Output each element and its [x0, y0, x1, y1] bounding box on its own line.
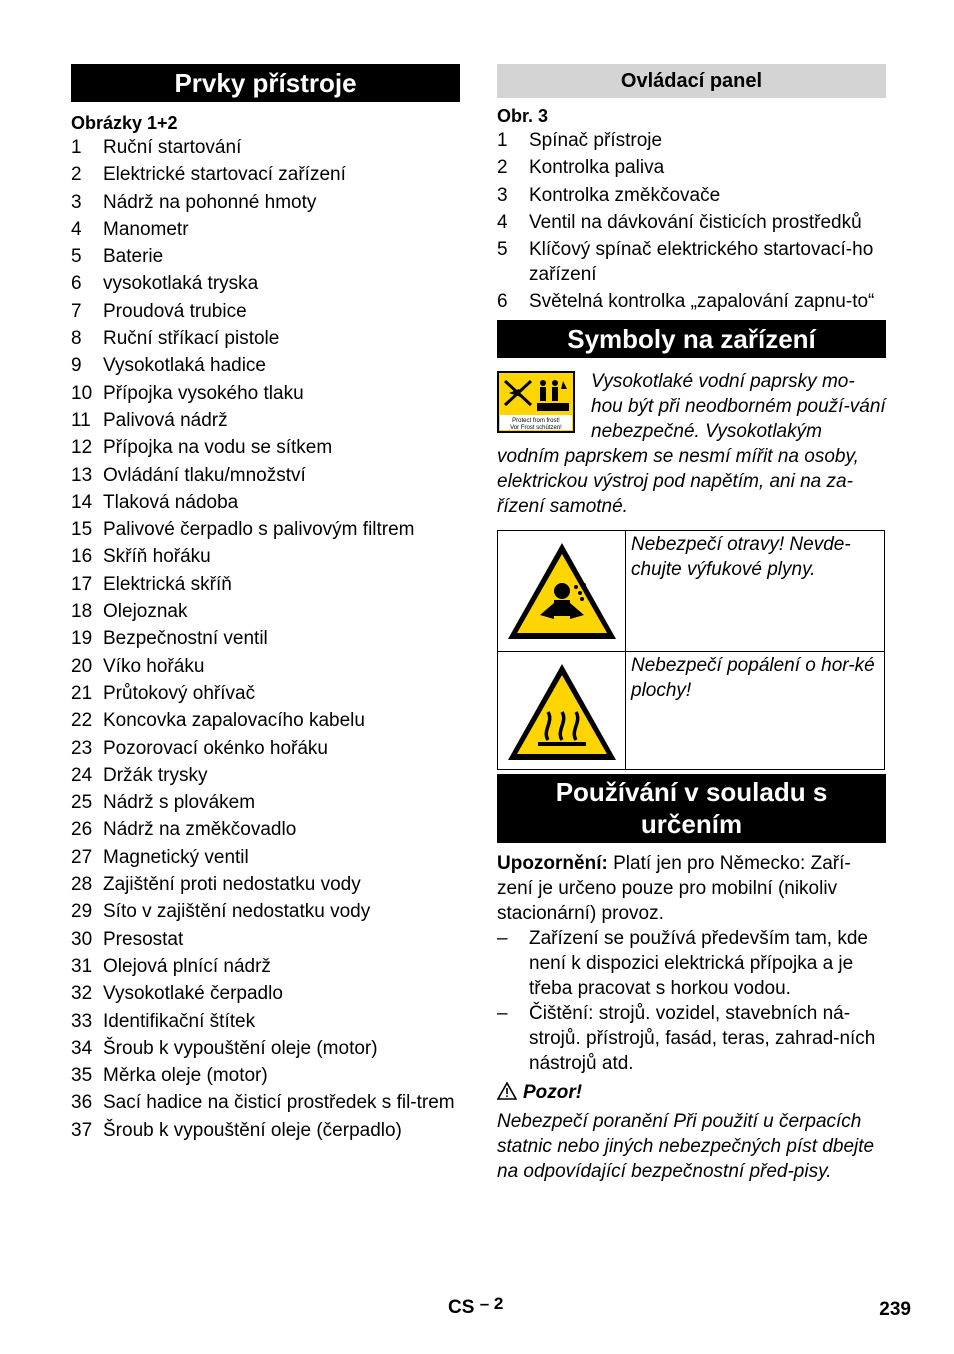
list-item — [71, 1090, 460, 1115]
list-item-number: 11 — [71, 409, 91, 431]
list-item-number: 36 — [71, 1092, 93, 1114]
list-item — [71, 490, 460, 515]
list-item-number: 2 — [497, 157, 508, 179]
list-item-number: 1 — [71, 137, 82, 158]
list-item-text: Vysokotlaká hadice — [103, 355, 267, 377]
section-heading-control-panel: Ovládací panel — [497, 64, 886, 98]
list-item-text: Přípojka vysokého tlaku — [103, 382, 304, 404]
section-heading-parts: Prvky přístroje — [71, 64, 460, 102]
caution-label: Pozor! — [523, 1082, 583, 1104]
warning-symbols-table — [497, 530, 885, 770]
list-item — [71, 326, 460, 351]
list-item-text: Manometr — [103, 218, 189, 240]
list-item-text: Palivová nádrž — [103, 409, 228, 431]
list-item — [71, 217, 460, 242]
list-item-number: 26 — [71, 819, 93, 841]
list-item-number: 28 — [71, 874, 93, 896]
list-item — [71, 299, 460, 324]
list-item — [497, 155, 886, 180]
list-item-text: Olejová plnící nádrž — [103, 955, 271, 977]
footer-section-page: – 2 — [479, 1294, 504, 1313]
list-item — [497, 210, 886, 235]
notice-paragraph — [497, 851, 886, 926]
figure-reference: Obr. 3 — [497, 106, 549, 126]
toxic-gas-warning-icon — [504, 539, 620, 643]
list-item — [71, 1036, 460, 1061]
list-item-text: Magnetický ventil — [103, 846, 249, 868]
list-item — [71, 954, 460, 979]
list-item-number: 1 — [497, 130, 508, 151]
list-item — [71, 599, 460, 624]
list-item-number: 6 — [71, 273, 82, 295]
list-item-text: Ventil na dávkování čisticích prostředků — [529, 211, 862, 233]
list-item — [71, 845, 460, 870]
list-item-text: Nádrž na pohonné hmoty — [103, 191, 317, 213]
list-item-number: 15 — [71, 519, 93, 541]
list-item-number: 24 — [71, 764, 93, 786]
warning-text-poison: Nebezpečí otravy! Nevde-chujte výfukové plyny. — [626, 531, 885, 652]
list-item-text: Spínač přístroje — [529, 130, 663, 151]
footer-language: CS – 2 — [448, 1294, 504, 1318]
list-item-text: Baterie — [103, 246, 164, 268]
list-item-number: 16 — [71, 546, 93, 568]
list-item — [71, 190, 460, 215]
list-item-text: Zajištění proti nedostatku vody — [103, 874, 361, 896]
list-item-text: Šroub k vypouštění oleje (čerpadlo) — [103, 1119, 402, 1141]
list-item-text: Palivové čerpadlo s palivovým filtrem — [103, 519, 415, 541]
list-item — [497, 183, 886, 208]
list-item-text: Vysokotlaké čerpadlo — [103, 983, 283, 1005]
list-item — [71, 681, 460, 706]
list-item — [71, 927, 460, 952]
list-item-text: Držák trysky — [103, 764, 208, 786]
list-item — [71, 736, 460, 761]
list-item-text: Klíčový spínač elektrického startovací-ho zařízení — [529, 239, 874, 286]
list-item — [497, 289, 886, 314]
list-item-text: Kontrolka paliva — [529, 157, 665, 179]
list-item-text: Elektrické startovací zařízení — [103, 164, 346, 186]
list-item-number: 3 — [497, 184, 508, 206]
list-item — [71, 790, 460, 815]
left-column — [71, 64, 460, 1145]
list-item-number: 13 — [71, 464, 93, 486]
dash-marker: – — [497, 1003, 508, 1025]
list-item-text: Elektrická skříň — [103, 573, 232, 595]
dash-item-text: Čištění: strojů. vozidel, stavebních ná-strojů. přístrojů, fasád, teras, zahrad-ních nástrojů atd. — [529, 1003, 876, 1075]
list-item — [71, 244, 460, 269]
list-item-number: 34 — [71, 1037, 93, 1059]
figures-reference: Obrázky 1+2 — [71, 113, 178, 133]
list-item-number: 7 — [71, 300, 82, 322]
list-item-number: 30 — [71, 928, 93, 950]
list-item-text: Bezpečnostní ventil — [103, 628, 268, 650]
warning-text-burn: Nebezpečí popálení o hor-ké plochy! — [626, 652, 885, 770]
list-item — [71, 1009, 460, 1034]
symbol-description: Vysokotlaké vodní paprsky mo-hou být při neodborném použí-vání nebezpečné. Vysokotlakým vodním paprskem se nesmí mířit na osoby, elektrickou výstroj pod napětím, ani na za-řízení samotné. — [497, 371, 886, 518]
list-item — [497, 128, 886, 153]
list-item — [71, 353, 460, 378]
list-item-number: 17 — [71, 573, 93, 595]
section-heading-intended-use: Používání v souladu s určením — [497, 774, 886, 843]
list-item-text: Sací hadice na čisticí prostředek s fil-trem — [103, 1092, 455, 1114]
list-item-number: 25 — [71, 792, 93, 814]
list-item-text: Šroub k vypouštění oleje (motor) — [103, 1037, 378, 1059]
list-item-number: 4 — [71, 218, 82, 240]
list-item-number: 33 — [71, 1010, 93, 1032]
list-item-number: 23 — [71, 737, 93, 759]
right-column — [497, 64, 886, 1184]
list-item-text: Víko hořáku — [103, 655, 205, 677]
list-item-text: Skříň hořáku — [103, 546, 211, 568]
caution-text: Nebezpečí poranění Při použití u čerpacích statnic nebo jiných nebezpečných píst dbejte na odpovídající bezpečnostní před-pisy. — [497, 1111, 875, 1183]
list-item-number: 5 — [71, 246, 82, 268]
list-item-text: Nádrž na změkčovadlo — [103, 819, 297, 841]
caution-heading — [497, 1080, 886, 1105]
list-item-number: 2 — [71, 164, 82, 186]
list-item-number: 12 — [71, 437, 93, 459]
list-item — [71, 763, 460, 788]
list-item — [71, 981, 460, 1006]
dash-marker: – — [497, 928, 508, 950]
list-item-number: 14 — [71, 491, 93, 513]
control-panel-list — [497, 128, 886, 314]
list-item-text: Kontrolka změkčovače — [529, 184, 721, 206]
list-item-number: 37 — [71, 1119, 93, 1141]
list-item-number: 18 — [71, 601, 93, 623]
list-item-number: 3 — [71, 191, 82, 213]
list-item-number: 5 — [497, 239, 508, 261]
dash-item — [497, 926, 886, 1001]
list-item — [497, 237, 886, 287]
list-item-number: 9 — [71, 355, 82, 377]
list-item — [71, 572, 460, 597]
list-item-text: vysokotlaká tryska — [103, 273, 259, 295]
list-item-text: Ruční startování — [103, 137, 242, 158]
list-item-number: 10 — [71, 382, 93, 404]
list-item-number: 4 — [497, 211, 508, 233]
list-item — [71, 517, 460, 542]
list-item — [71, 135, 460, 160]
parts-list — [71, 135, 460, 1143]
list-item-text: Přípojka na vodu se sítkem — [103, 437, 333, 459]
list-item-number: 32 — [71, 983, 93, 1005]
list-item — [71, 162, 460, 187]
list-item — [71, 544, 460, 569]
section-heading-symbols: Symboly na zařízení — [497, 320, 886, 358]
list-item-text: Ovládání tlaku/množství — [103, 464, 306, 486]
list-item-text: Nádrž s plovákem — [103, 792, 256, 814]
list-item-number: 22 — [71, 710, 93, 732]
list-item-text: Tlaková nádoba — [103, 491, 239, 513]
list-item — [71, 817, 460, 842]
list-item — [71, 1118, 460, 1143]
list-item — [71, 708, 460, 733]
warning-row-poison — [498, 531, 885, 652]
list-item — [71, 899, 460, 924]
list-item — [71, 435, 460, 460]
hot-surface-warning-icon — [504, 660, 620, 764]
list-item — [71, 654, 460, 679]
list-item-text: Pozorovací okénko hořáku — [103, 737, 328, 759]
list-item-text: Olejoznak — [103, 601, 188, 623]
notice-text: Platí jen pro Německo: Zaří-zení je určeno pouze pro mobilní (nikoliv stacionární) provoz. — [497, 853, 851, 925]
notice-label: Upozornění: — [497, 853, 608, 875]
list-item-text: Měrka oleje (motor) — [103, 1065, 268, 1087]
high-pressure-warning-icon — [497, 371, 575, 433]
symbol-high-pressure — [497, 369, 886, 519]
list-item — [71, 463, 460, 488]
svg-text:Protect from frost!: Protect from frost! — [512, 418, 560, 425]
page-number: 239 — [879, 1299, 911, 1320]
list-item — [71, 872, 460, 897]
list-item — [71, 381, 460, 406]
list-item-text: Ruční stříkací pistole — [103, 328, 280, 350]
caution-triangle-icon — [497, 1082, 517, 1100]
list-item-number: 29 — [71, 901, 93, 923]
dash-item — [497, 1001, 886, 1076]
list-item — [71, 271, 460, 296]
warning-row-burn — [498, 652, 885, 770]
list-item-number: 8 — [71, 328, 82, 350]
list-item-text: Identifikační štítek — [103, 1010, 256, 1032]
list-item — [71, 1063, 460, 1088]
list-item-text: Světelná kontrolka „zapalování zapnu-to“ — [529, 291, 875, 313]
list-item — [71, 408, 460, 433]
dash-item-text: Zařízení se používá především tam, kde není k dispozici elektrická přípojka a je třeba pracovat s horkou vodou. — [529, 928, 868, 1000]
svg-text:Vor Frost schützen!: Vor Frost schützen! — [510, 425, 562, 432]
list-item-number: 20 — [71, 655, 93, 677]
list-item-number: 31 — [71, 955, 93, 977]
list-item-number: 27 — [71, 846, 93, 868]
list-item-text: Presostat — [103, 928, 184, 950]
list-item-number: 35 — [71, 1065, 93, 1087]
list-item — [71, 626, 460, 651]
list-item-number: 6 — [497, 291, 508, 313]
list-item-number: 21 — [71, 682, 93, 704]
list-item-text: Síto v zajištění nedostatku vody — [103, 901, 371, 923]
list-item-text: Proudová trubice — [103, 300, 247, 322]
list-item-text: Průtokový ohřívač — [103, 682, 256, 704]
list-item-number: 19 — [71, 628, 93, 650]
list-item-text: Koncovka zapalovacího kabelu — [103, 710, 365, 732]
